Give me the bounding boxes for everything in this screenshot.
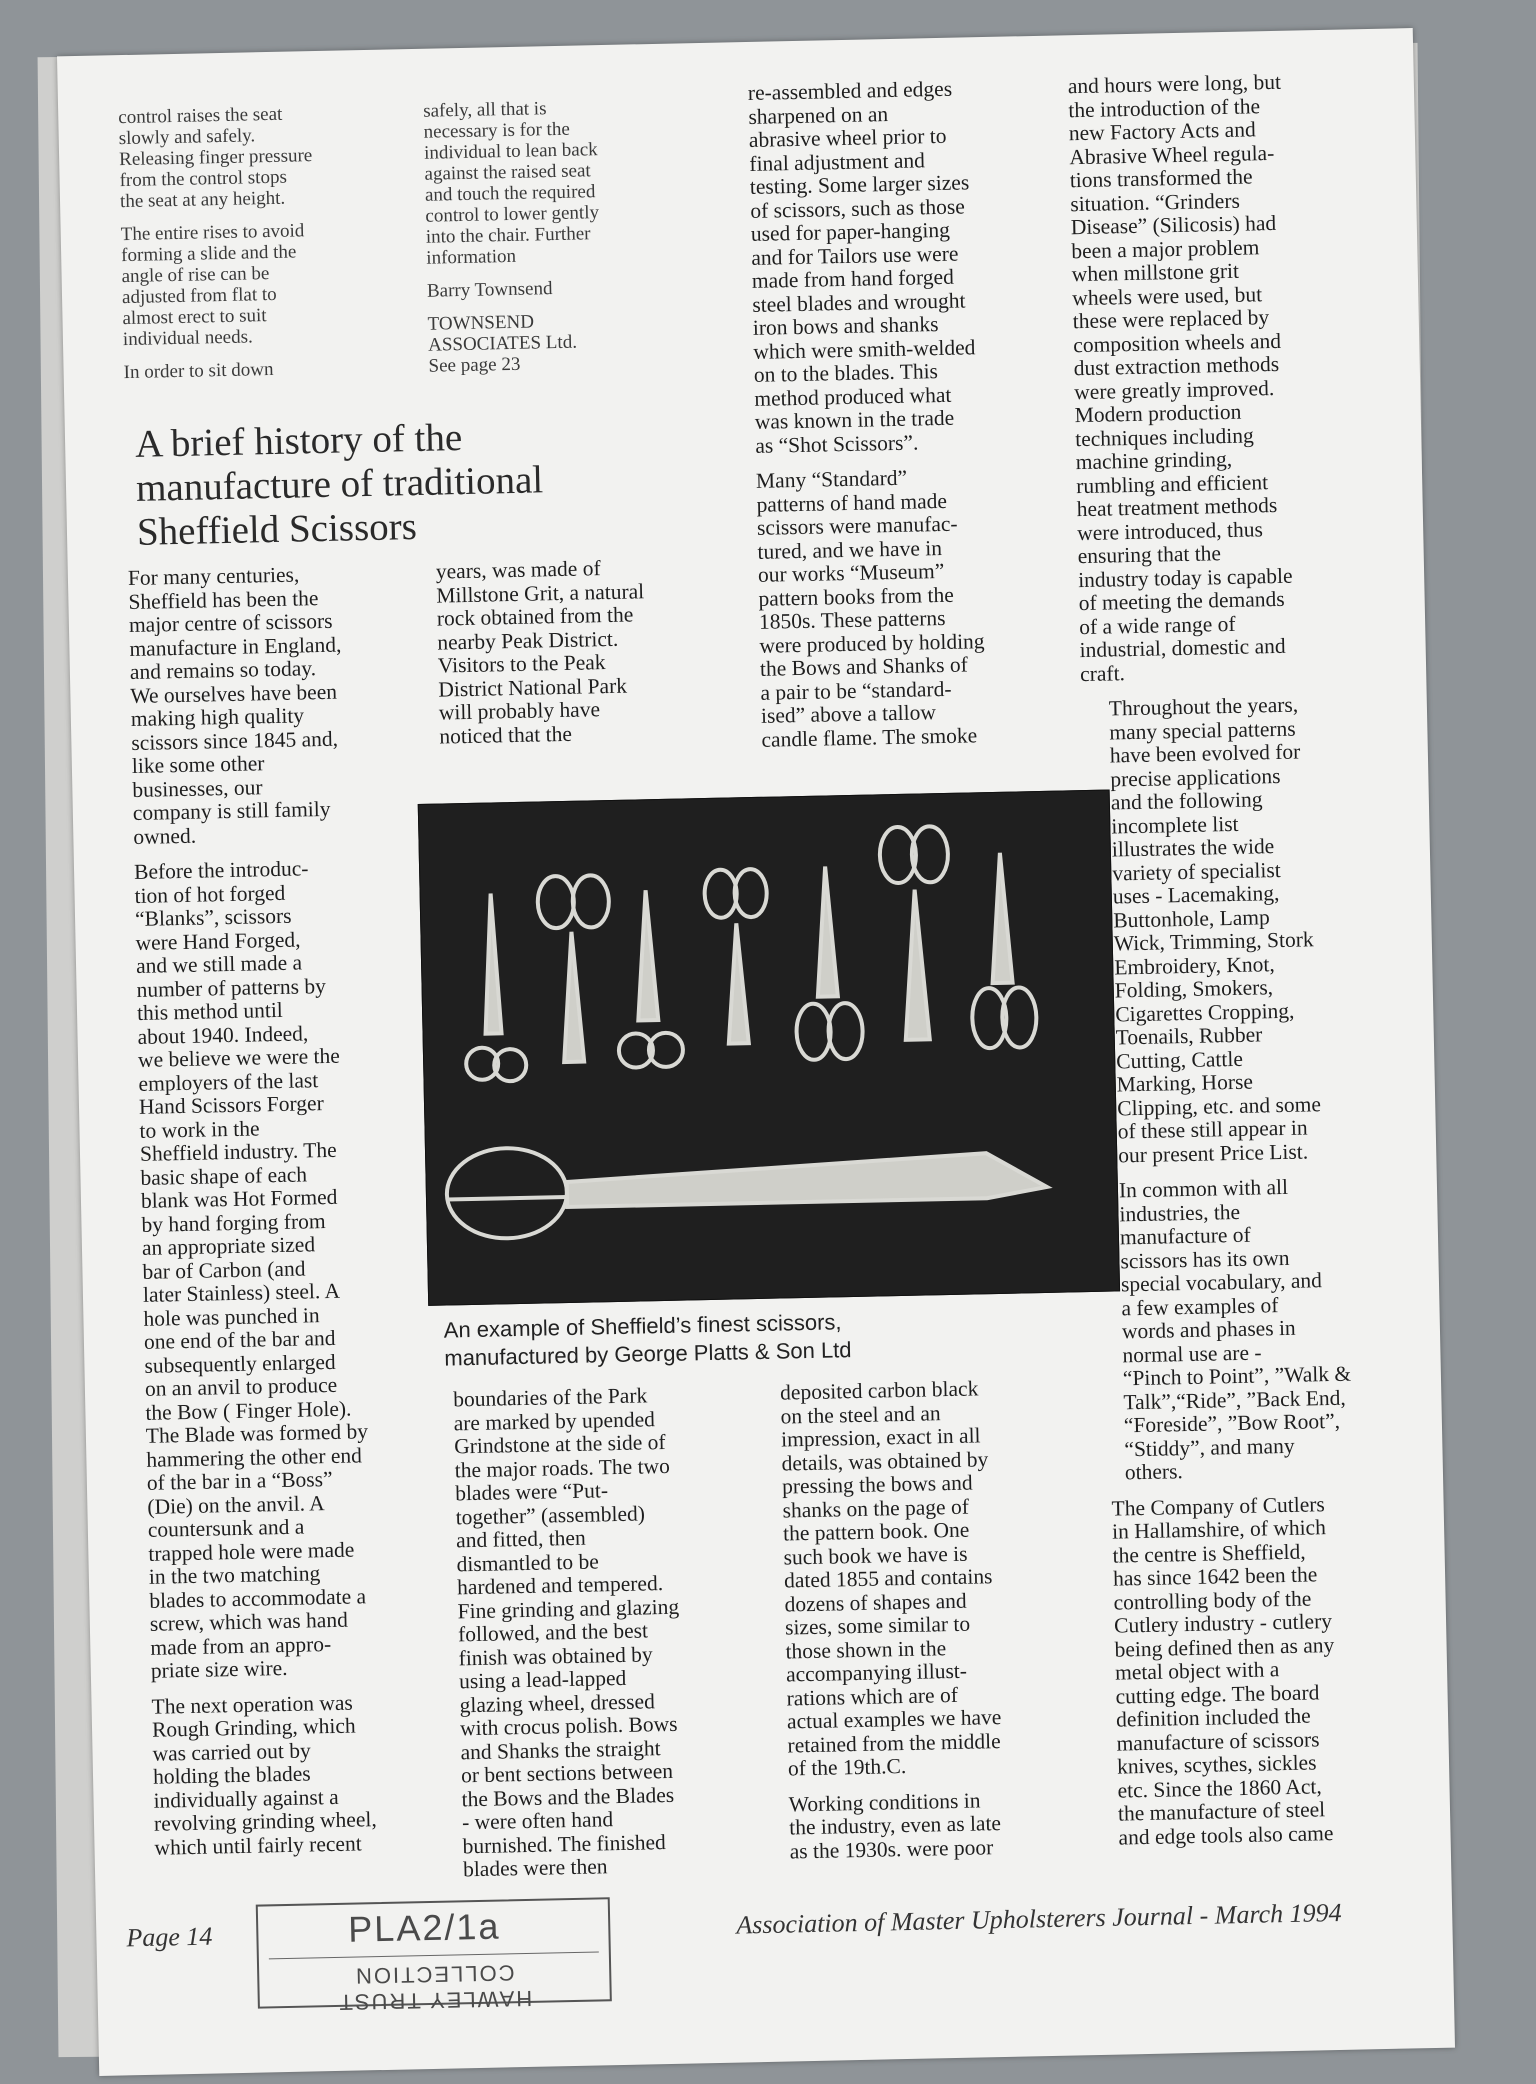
large-scissor-blade	[566, 1152, 1047, 1207]
paragraph: In order to sit down	[123, 358, 274, 384]
paragraph: The Company of Cutlers in Hallamshire, of which the centre is Sheffield, has since 1642 been the controlling body of the Cutlery industry - cutlery being defined then as any metal object with a cutting edge. The board definition included the manufacture of scissors knives, scythes, sickles etc. Since the 1860 Act, the manufacture of steel and edge tools also came	[1111, 1491, 1335, 1850]
scissor-blade	[561, 932, 584, 1062]
prev-article-col2	[423, 95, 699, 389]
scissor-blade	[726, 923, 749, 1043]
paragraph: The entire rises to avoid forming a slide and the angle of rise can be adjusted from flat to almost erect to suit individual needs.	[120, 220, 305, 351]
stamp-reference: PLA2/1a	[347, 1905, 501, 1950]
paragraph: re-assembled and edges sharpened on an abrasive wheel prior to final adjustment and testing. Some larger sizes of scissors, such as those used for paper-hanging and for Tailors use were made from hand forged steel blades and wrought iron bows and shanks which were smith-welded on to the blades. This method produced what was known in the trade as “Shot Scissors”.	[747, 76, 976, 458]
paragraph: boundaries of the Park are marked by upended Grindstone at the side of the major roads. The two blades were “Put- together” (assembled) and fitted, then dismantled to be hardened and tempered. Fine grinding and glazing followed, and the best finish was obtained by using a lead-lapped glazing wheel, dressed with crocus polish. Bows and Shanks the straight or bent sections between the Bows and the Blades - were often hand burnished. The finished blades were then	[452, 1383, 680, 1882]
article-col2-bottom	[453, 1382, 764, 1894]
article-col3-top	[748, 75, 1072, 763]
scissor-bow	[537, 876, 574, 929]
page-number: Page 14	[126, 1921, 213, 1953]
article-col4	[1068, 69, 1425, 1862]
scissors-illustration	[419, 791, 1119, 1305]
article-headline: A brief history of the manufacture of traditional Sheffield Scissors	[134, 416, 544, 554]
stamp-collection: HAWLEY TRUST COLLECTION	[337, 1960, 533, 2015]
archive-stamp	[256, 1897, 612, 2015]
photo-caption: An example of Sheffield’s finest scissors, manufactured by George Platts & Son Ltd	[443, 1309, 852, 1371]
scissor-blade	[483, 893, 502, 1033]
paragraph: years, was made of Millstone Grit, a natural rock obtained from the nearby Peak District. Visitors to the Peak District National Park will probably have noticed that the	[435, 556, 645, 749]
scissor-blade	[815, 866, 838, 996]
paragraph: deposited carbon black on the steel and an impression, exact in all details, was obtained by pressing the bows and shanks on the page of the pattern book. One such book we have is dated 1855 and contains dozens of shapes and sizes, some similar to those shown in the accompanying illust- rations which are of actual examples we have retained from the middle of the 19th.C.	[779, 1376, 1002, 1781]
scissor-bow	[704, 869, 737, 918]
scissors-photo	[418, 790, 1120, 1306]
journal-page	[57, 28, 1455, 2076]
paragraph: Working conditions in the industry, even as late as the 1930s. were poor	[788, 1787, 1002, 1863]
scissor-bow	[734, 869, 767, 918]
large-scissor-bow	[446, 1147, 568, 1239]
prev-article-col1	[118, 101, 404, 395]
scissor-bow	[796, 1003, 831, 1060]
paragraph: control raises the seat slowly and safely. Releasing finger pressure from the control stops the seat at any height.	[118, 103, 313, 213]
scissor-blade	[990, 853, 1013, 983]
paragraph: The next operation was Rough Grinding, which was carried out by holding the blades individually against a revolving grinding wheel, which until fairly recent	[151, 1690, 377, 1860]
article-col3-bottom	[780, 1375, 1100, 1875]
author-name: Barry Townsend	[426, 278, 553, 302]
scissor-bow	[828, 1003, 863, 1060]
journal-title: Association of Master Upholsterers Journal - March 1994	[735, 1897, 1342, 1940]
paragraph: Many “Standard” patterns of hand made scissors were manufac- tured, and we have in our works “Museum” pattern books from the 1850s. These patterns were produced by holding the Bows and Shanks of a pair to be “standard- ised” above a tallow candle flame. The smoke	[755, 465, 985, 752]
paragraph: and hours were long, but the introduction of the new Factory Acts and Abrasive Wheel regula- tions transformed the situation. “Grinders Disease” (Silicosis) had been a major problem when millstone grit wheels were used, but these were replaced by composition wheels and dust extraction methods were greatly improved. Modern production techniques including machine grinding, rumbling and efficient heat treatment methods were introduced, thus ensuring that the industry today is capable of meeting the demands of a wide range of industrial, domestic and craft.	[1067, 69, 1293, 686]
scissor-blade	[636, 890, 659, 1020]
paragraph: safely, all that is necessary is for the individual to lean back against the raised seat and touch the required control to lower gently into the chair. Further information	[423, 98, 600, 269]
article-col2-top	[436, 554, 740, 760]
scissor-bow	[572, 875, 609, 928]
company-reference: TOWNSEND ASSOCIATES Ltd. See page 23	[427, 311, 578, 377]
paragraph: Before the introduc- tion of hot forged “Blanks”, scissors were Hand Forged, and we still made a number of patterns by this method until about 1940. Indeed, we believe we were the employers of the last Hand Scissors Forger to work in the Sheffield industry. The basic shape of each blank was Hot Formed by hand forging from an appropriate sized bar of Carbon (and later Stainless) steel. A hole was punched in one end of the bar and subsequently enlarged on an anvil to produce the Bow ( Finger Hole). The Blade was formed by hammering the other end of the bar in a “Boss” (Die) on the anvil. A countersunk and a trapped hole were made in the two matching blades to accommodate a screw, which was hand made from an appro- priate size wire.	[133, 856, 369, 1683]
paragraph: Throughout the years, many special patterns have been evolved for precise applications and the following incomplete list illustrates the wide variety of specialist uses - Lacemaking, Buttonhole, Lamp Wick, Trimming, Stork Embroidery, Knot, Folding, Smokers, Cigarettes Cropping, Toenails, Rubber Cutting, Cattle Marking, Horse Clipping, etc. and some of these still appear in our present Price List.	[1108, 692, 1322, 1167]
paragraph: For many centuries, Sheffield has been the major centre of scissors manufacture in England, and remains so today. We ourselves have been making high quality scissors since 1845 and, like some other businesses, our company is still family owned.	[127, 562, 342, 849]
article-col1	[128, 561, 455, 1872]
scissor-blade	[903, 889, 930, 1039]
paragraph: In common with all industries, the manufacture of scissors has its own special vocabulary, and a few examples of words and phases in normal use are - “Pinch to Point”, ”Walk & Talk”,“Ride”, ”Back End, “Foreside”, ”Bow Root”, “Stiddy”, and many others.	[1118, 1174, 1352, 1485]
